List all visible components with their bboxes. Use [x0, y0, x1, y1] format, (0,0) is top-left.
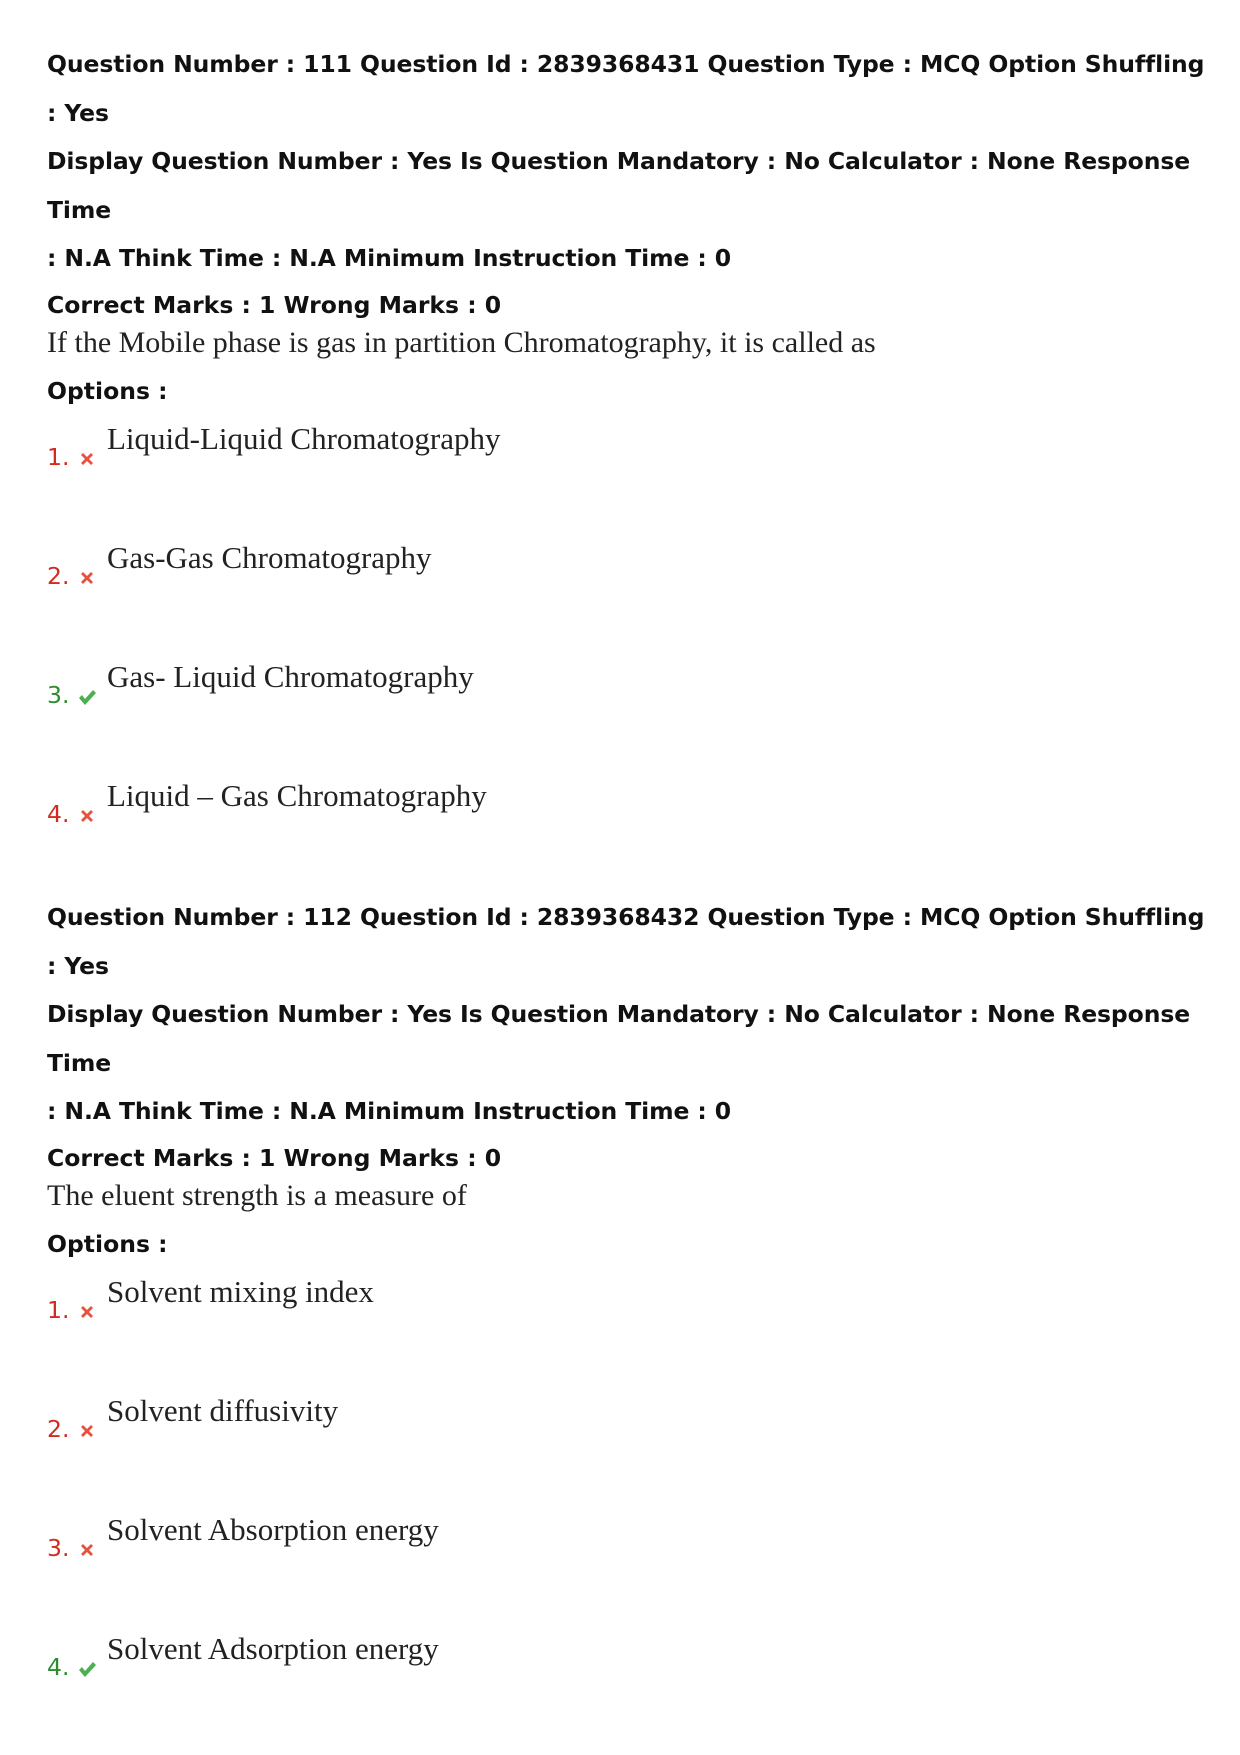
question-text: The eluent strength is a measure of [47, 1178, 467, 1212]
option-item [47, 1274, 1207, 1393]
check-icon [77, 1659, 97, 1679]
option-number: 3. [47, 680, 70, 709]
option-text: Solvent mixing index [107, 1273, 374, 1309]
option-item [47, 1512, 1207, 1631]
question-meta-line: Display Question Number : Yes Is Question Mandatory : No Calculator : None Response Time [47, 147, 1191, 224]
option-text: Liquid-Liquid Chromatography [107, 420, 501, 456]
option-number: 4. [47, 1652, 70, 1681]
option-item [47, 1631, 1207, 1750]
question-block [47, 40, 1207, 897]
option-item [47, 421, 1207, 540]
cross-icon [77, 1421, 97, 1441]
option-item [47, 1393, 1207, 1512]
option-number: 1. [47, 442, 70, 471]
option-item [47, 778, 1207, 897]
cross-icon [77, 449, 97, 469]
check-icon [77, 687, 97, 707]
cross-icon [77, 1302, 97, 1322]
option-item [47, 540, 1207, 659]
question-meta-line: : N.A Think Time : N.A Minimum Instruction Time : 0 [47, 244, 732, 272]
option-text: Gas-Gas Chromatography [107, 539, 432, 575]
options-list [47, 421, 1207, 897]
question-block [47, 893, 1207, 1750]
option-text: Solvent Adsorption energy [107, 1630, 439, 1666]
option-number: 1. [47, 1295, 70, 1324]
question-meta-line: Question Number : 112 Question Id : 2839368432 Question Type : MCQ Option Shuffling : Yes [47, 903, 1205, 980]
question-meta-line: Question Number : 111 Question Id : 2839368431 Question Type : MCQ Option Shuffling : Yes [47, 50, 1205, 127]
cross-icon [77, 806, 97, 826]
marks-line: Correct Marks : 1 Wrong Marks : 0 [47, 290, 502, 319]
question-text: If the Mobile phase is gas in partition Chromatography, it is called as [47, 325, 876, 359]
option-number: 2. [47, 561, 70, 590]
option-text: Liquid – Gas Chromatography [107, 777, 487, 813]
option-item [47, 659, 1207, 778]
question-meta-line: : N.A Think Time : N.A Minimum Instruction Time : 0 [47, 1097, 732, 1125]
marks-line: Correct Marks : 1 Wrong Marks : 0 [47, 1143, 502, 1172]
options-label: Options : [47, 376, 168, 405]
options-list [47, 1274, 1207, 1750]
option-text: Solvent diffusivity [107, 1392, 339, 1428]
cross-icon [77, 1540, 97, 1560]
options-label: Options : [47, 1229, 168, 1258]
option-text: Solvent Absorption energy [107, 1511, 439, 1547]
option-number: 2. [47, 1414, 70, 1443]
option-text: Gas- Liquid Chromatography [107, 658, 474, 694]
option-number: 3. [47, 1533, 70, 1562]
cross-icon [77, 568, 97, 588]
option-number: 4. [47, 799, 70, 828]
question-meta-line: Display Question Number : Yes Is Question Mandatory : No Calculator : None Response Time [47, 1000, 1191, 1077]
